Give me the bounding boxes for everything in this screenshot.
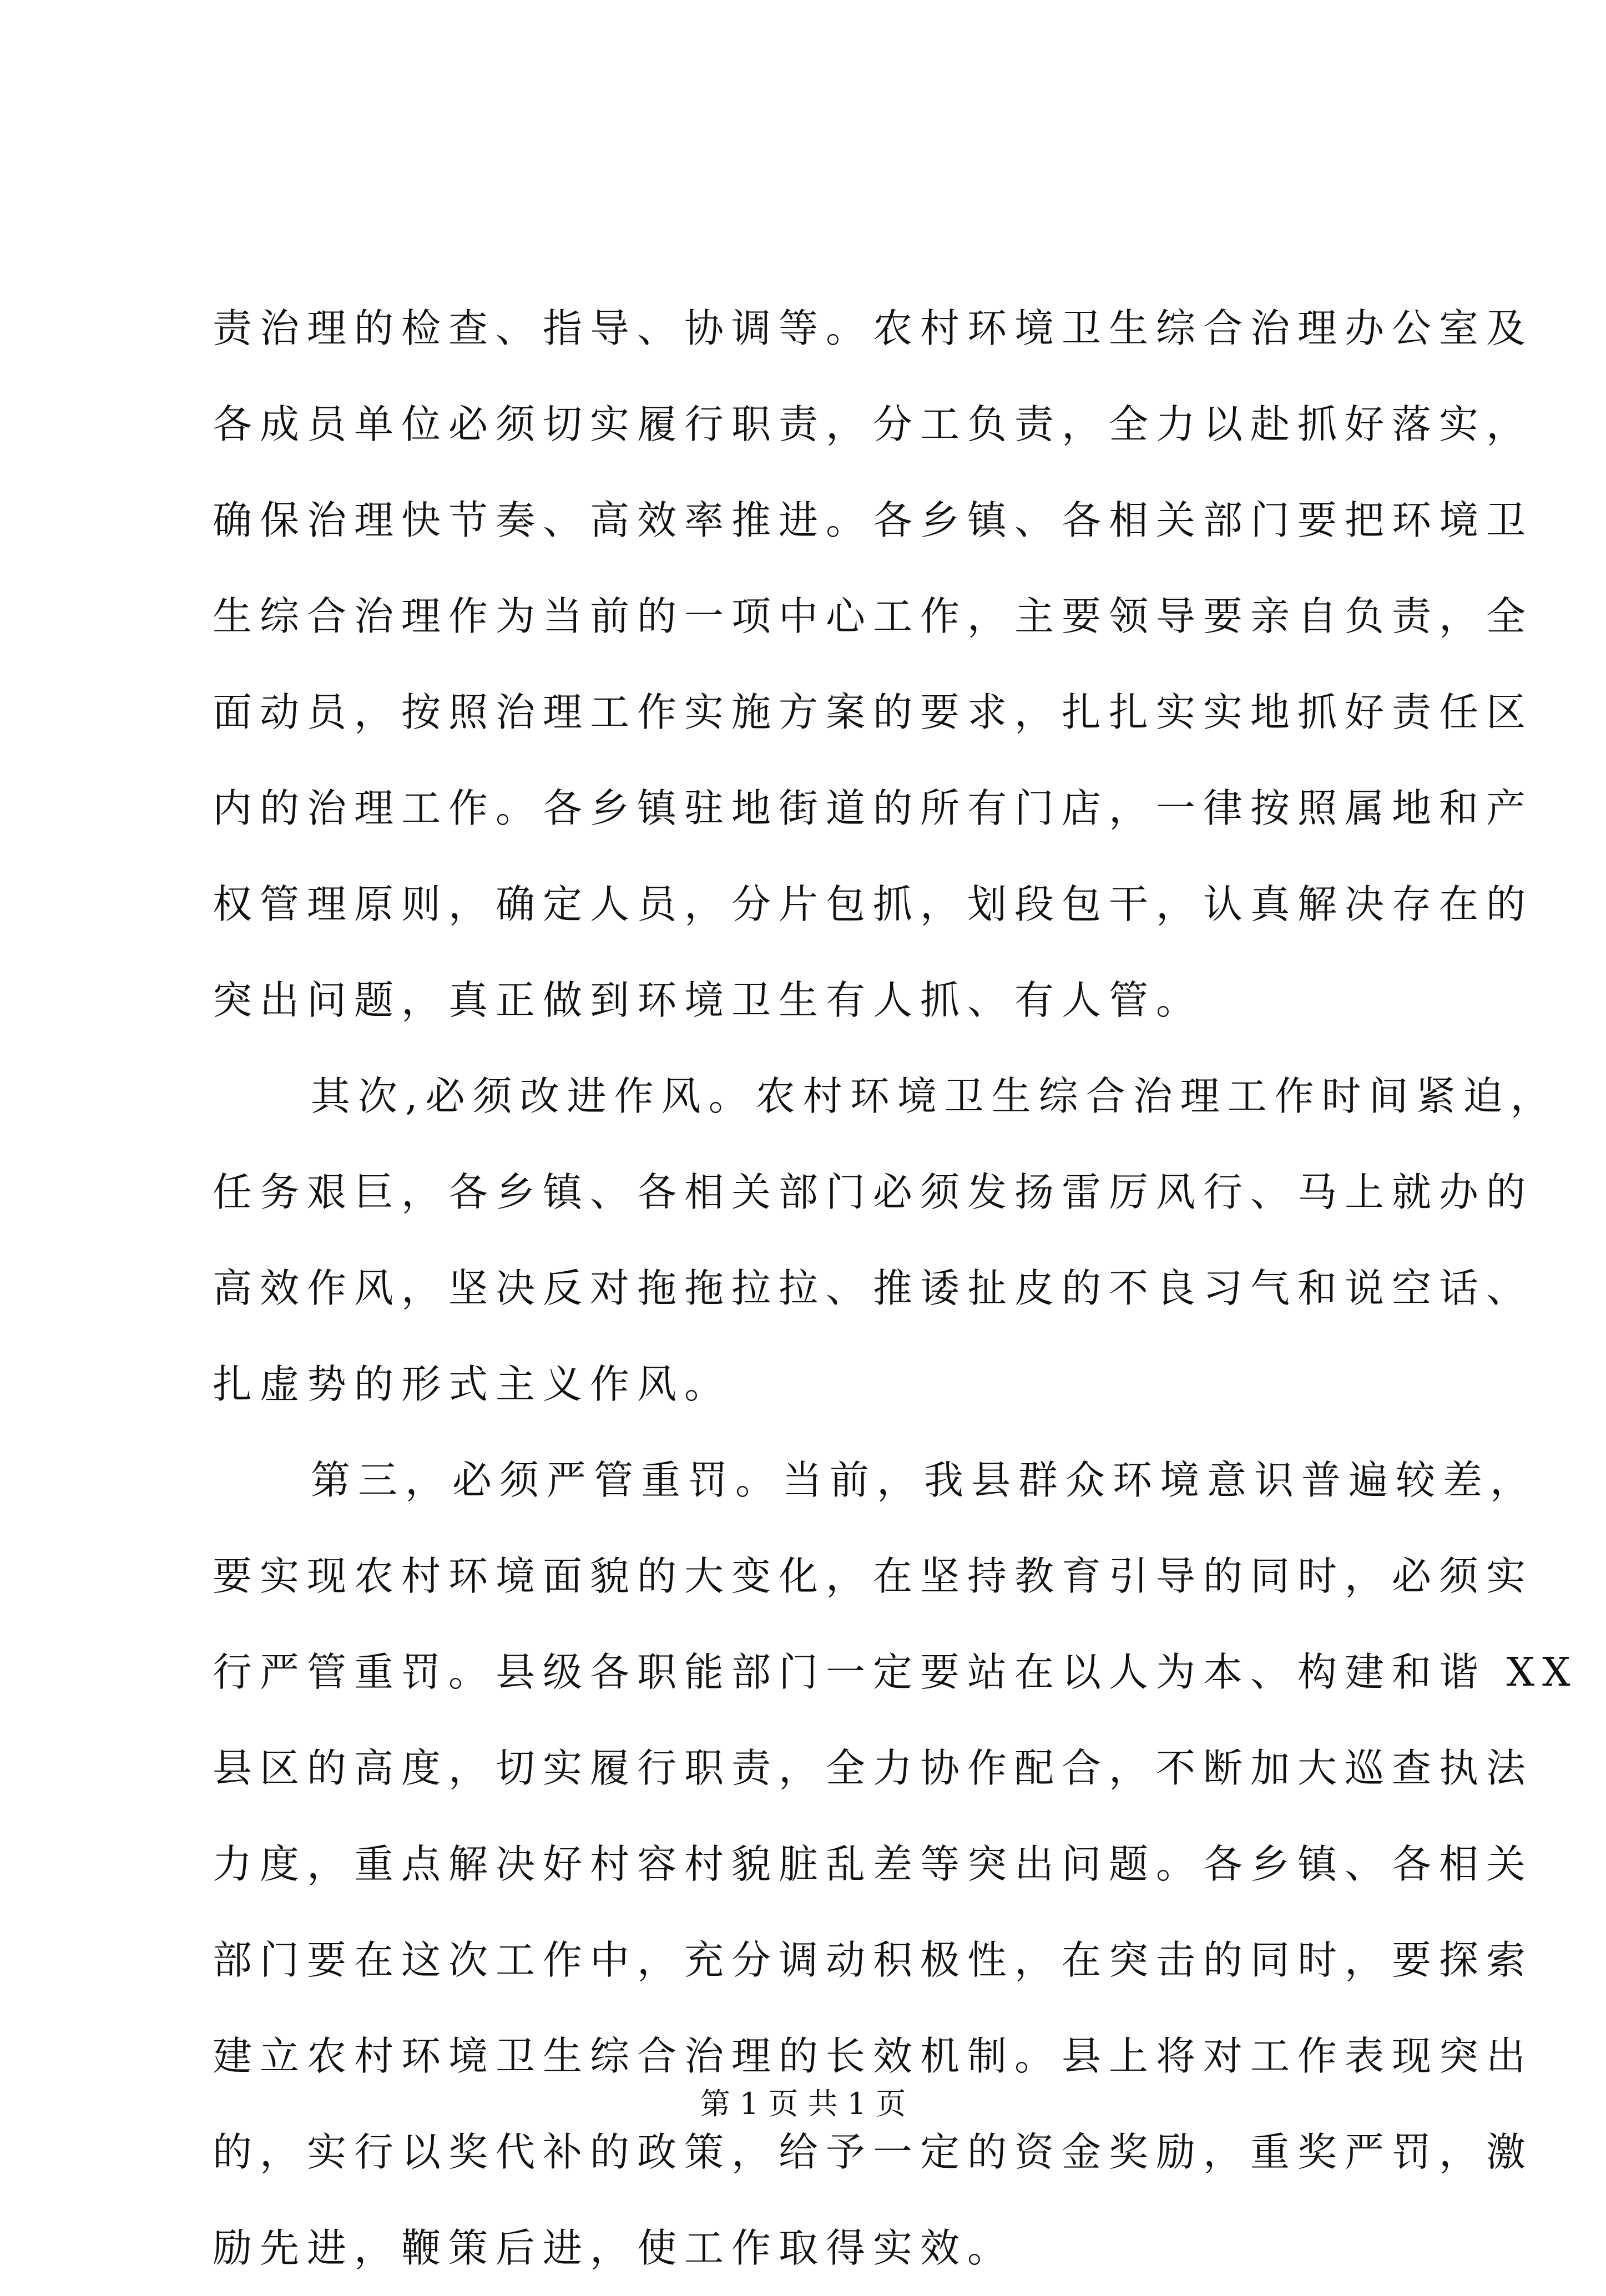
body-text	[213, 280, 1578, 2296]
text-line: 生综合治理作为当前的一项中心工作，主要领导要亲自负责，全	[213, 593, 1534, 639]
text-line: 建立农村环境卫生综合治理的长效机制。县上将对工作表现突出	[213, 2033, 1534, 2079]
text-line: 高效作风，坚决反对拖拖拉拉、推诿扯皮的不良习气和说空话、	[213, 1265, 1534, 1311]
text-line: 确保治理快节奏、高效率推进。各乡镇、各相关部门要把环境卫	[213, 497, 1534, 543]
text-line: 要实现农村环境面貌的大变化，在坚持教育引导的同时，必须实	[213, 1553, 1534, 1599]
text-line: 的，实行以奖代补的政策，给予一定的资金奖励，重奖严罚，激	[213, 2129, 1534, 2175]
text-line: 其次,必须改进作风。农村环境卫生综合治理工作时间紧迫，	[311, 1073, 1558, 1119]
text-line: 扎虚势的形式主义作风。	[213, 1361, 732, 1407]
text-line: 部门要在这次工作中，充分调动积极性，在突击的同时，要探索	[213, 1937, 1534, 1983]
text-line: 力度，重点解决好村容村貌脏乱差等突出问题。各乡镇、各相关	[213, 1841, 1534, 1887]
page-footer: 第 1 页 共 1 页	[700, 2086, 906, 2121]
text-line: 各成员单位必须切实履行职责，分工负责，全力以赴抓好落实，	[213, 401, 1534, 447]
text-line: 内的治理工作。各乡镇驻地街道的所有门店，一律按照属地和产	[213, 785, 1534, 831]
text-line: 责治理的检查、指导、协调等。农村环境卫生综合治理办公室及	[213, 305, 1534, 351]
text-line: 县区的高度，切实履行职责，全力协作配合，不断加大巡查执法	[213, 1745, 1534, 1791]
text-line: 行严管重罚。县级各职能部门一定要站在以人为本、构建和谐 XX	[213, 1649, 1578, 1695]
text-line: 面动员，按照治理工作实施方案的要求，扎扎实实地抓好责任区	[213, 689, 1534, 735]
text-line: 任务艰巨，各乡镇、各相关部门必须发扬雷厉风行、马上就办的	[213, 1169, 1534, 1215]
text-line: 励先进，鞭策后进，使工作取得实效。	[213, 2225, 1015, 2271]
text-line: 权管理原则，确定人员，分片包抓，划段包干，认真解决存在的	[213, 881, 1534, 927]
text-line: 第三，必须严管重罚。当前，我县群众环境意识普遍较差，	[311, 1457, 1538, 1503]
text-line: 突出问题，真正做到环境卫生有人抓、有人管。	[213, 977, 1204, 1023]
